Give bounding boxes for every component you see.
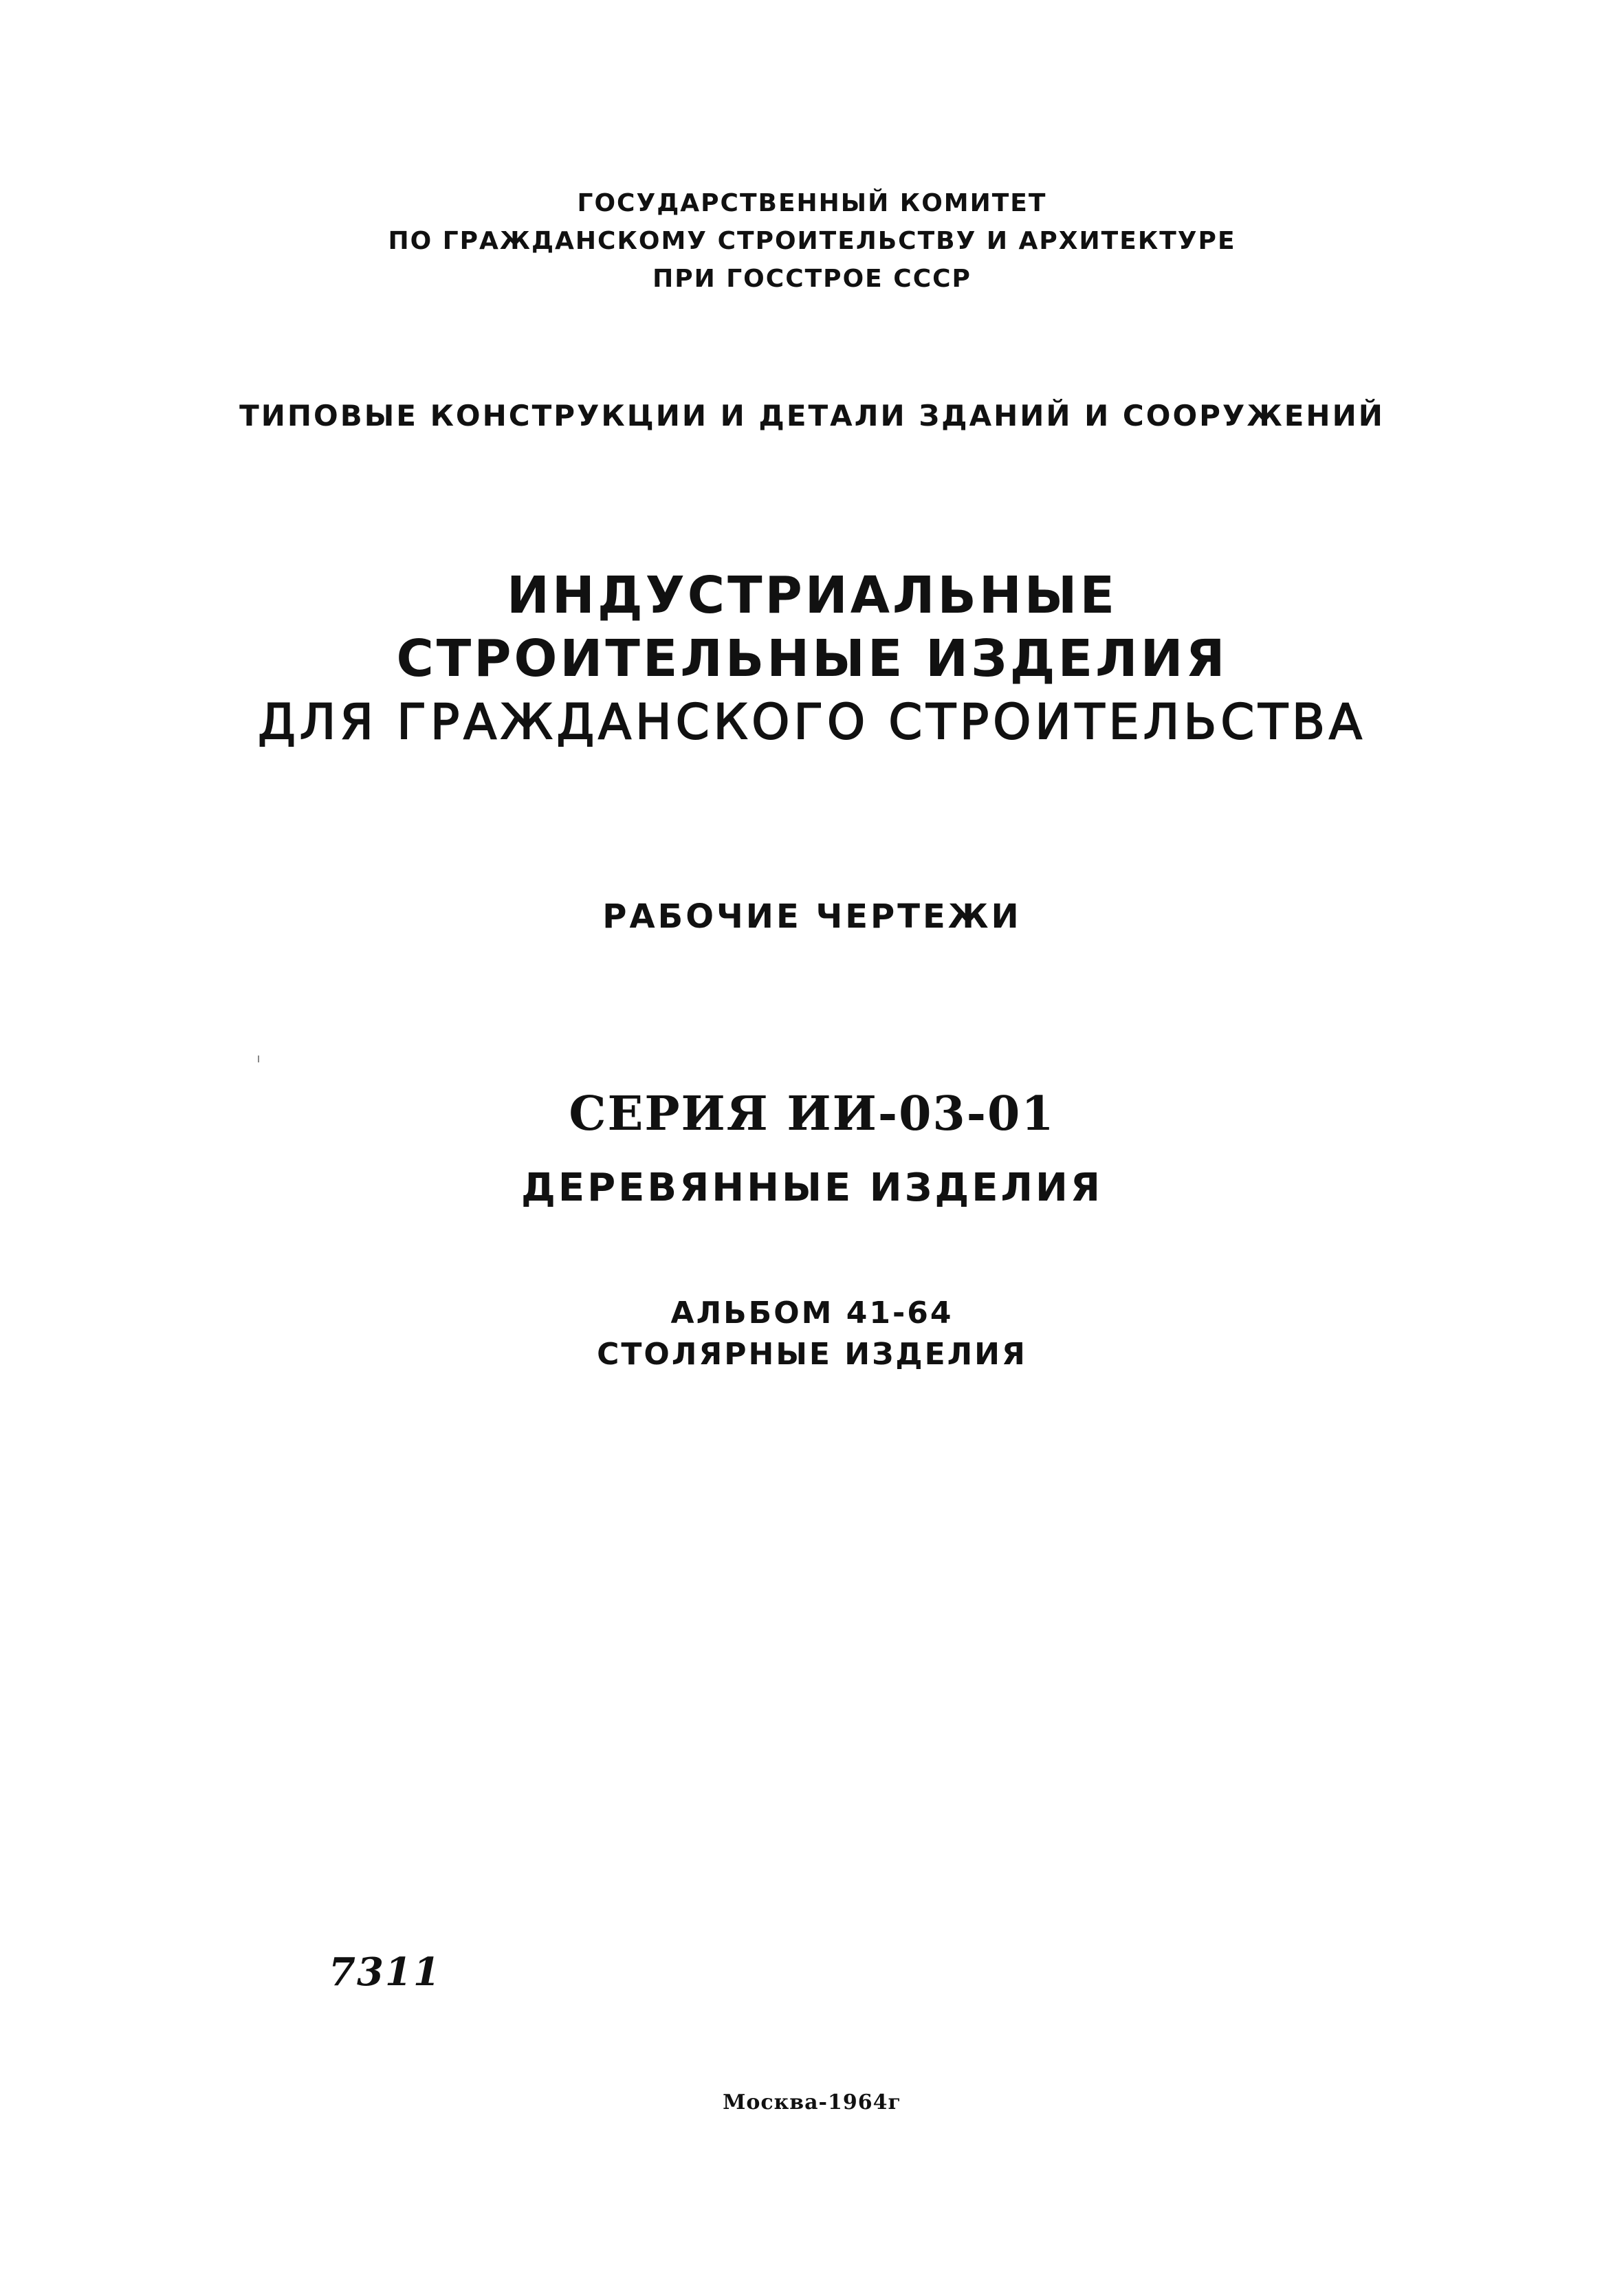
committee-header <box>0 184 1624 298</box>
main-title <box>0 564 1624 754</box>
committee-line-3: ПРИ ГОССТРОЕ СССР <box>652 265 972 293</box>
committee-line-1: ГОСУДАРСТВЕННЫЙ КОМИТЕТ <box>577 189 1047 217</box>
document-type: РАБОЧИЕ ЧЕРТЕЖИ <box>602 897 1022 936</box>
series-type-heading: ТИПОВЫЕ КОНСТРУКЦИИ И ДЕТАЛИ ЗДАНИЙ И СООРУЖЕНИЙ <box>239 399 1385 433</box>
main-title-line-3: ДЛЯ ГРАЖДАНСКОГО СТРОИТЕЛЬСТВА <box>258 694 1366 750</box>
album-block <box>0 1293 1624 1375</box>
album-name: СТОЛЯРНЫЕ ИЗДЕЛИЯ <box>597 1337 1027 1372</box>
city-year: Москва-1964г <box>723 2090 901 2114</box>
scan-speck <box>258 1056 259 1062</box>
series-code: СЕРИЯ ИИ-03-01 <box>569 1086 1055 1141</box>
main-title-line-1: ИНДУСТРИАЛЬНЫЕ <box>506 566 1118 625</box>
main-title-line-2: СТРОИТЕЛЬНЫЕ ИЗДЕЛИЯ <box>396 629 1228 688</box>
series-name: ДЕРЕВЯННЫЕ ИЗДЕЛИЯ <box>520 1166 1104 1210</box>
committee-line-2: ПО ГРАЖДАНСКОМУ СТРОИТЕЛЬСТВУ И АРХИТЕКТУРЕ <box>388 227 1236 255</box>
inventory-number: 7311 <box>329 1949 441 1995</box>
album-number: АЛЬБОМ 41-64 <box>670 1295 954 1331</box>
